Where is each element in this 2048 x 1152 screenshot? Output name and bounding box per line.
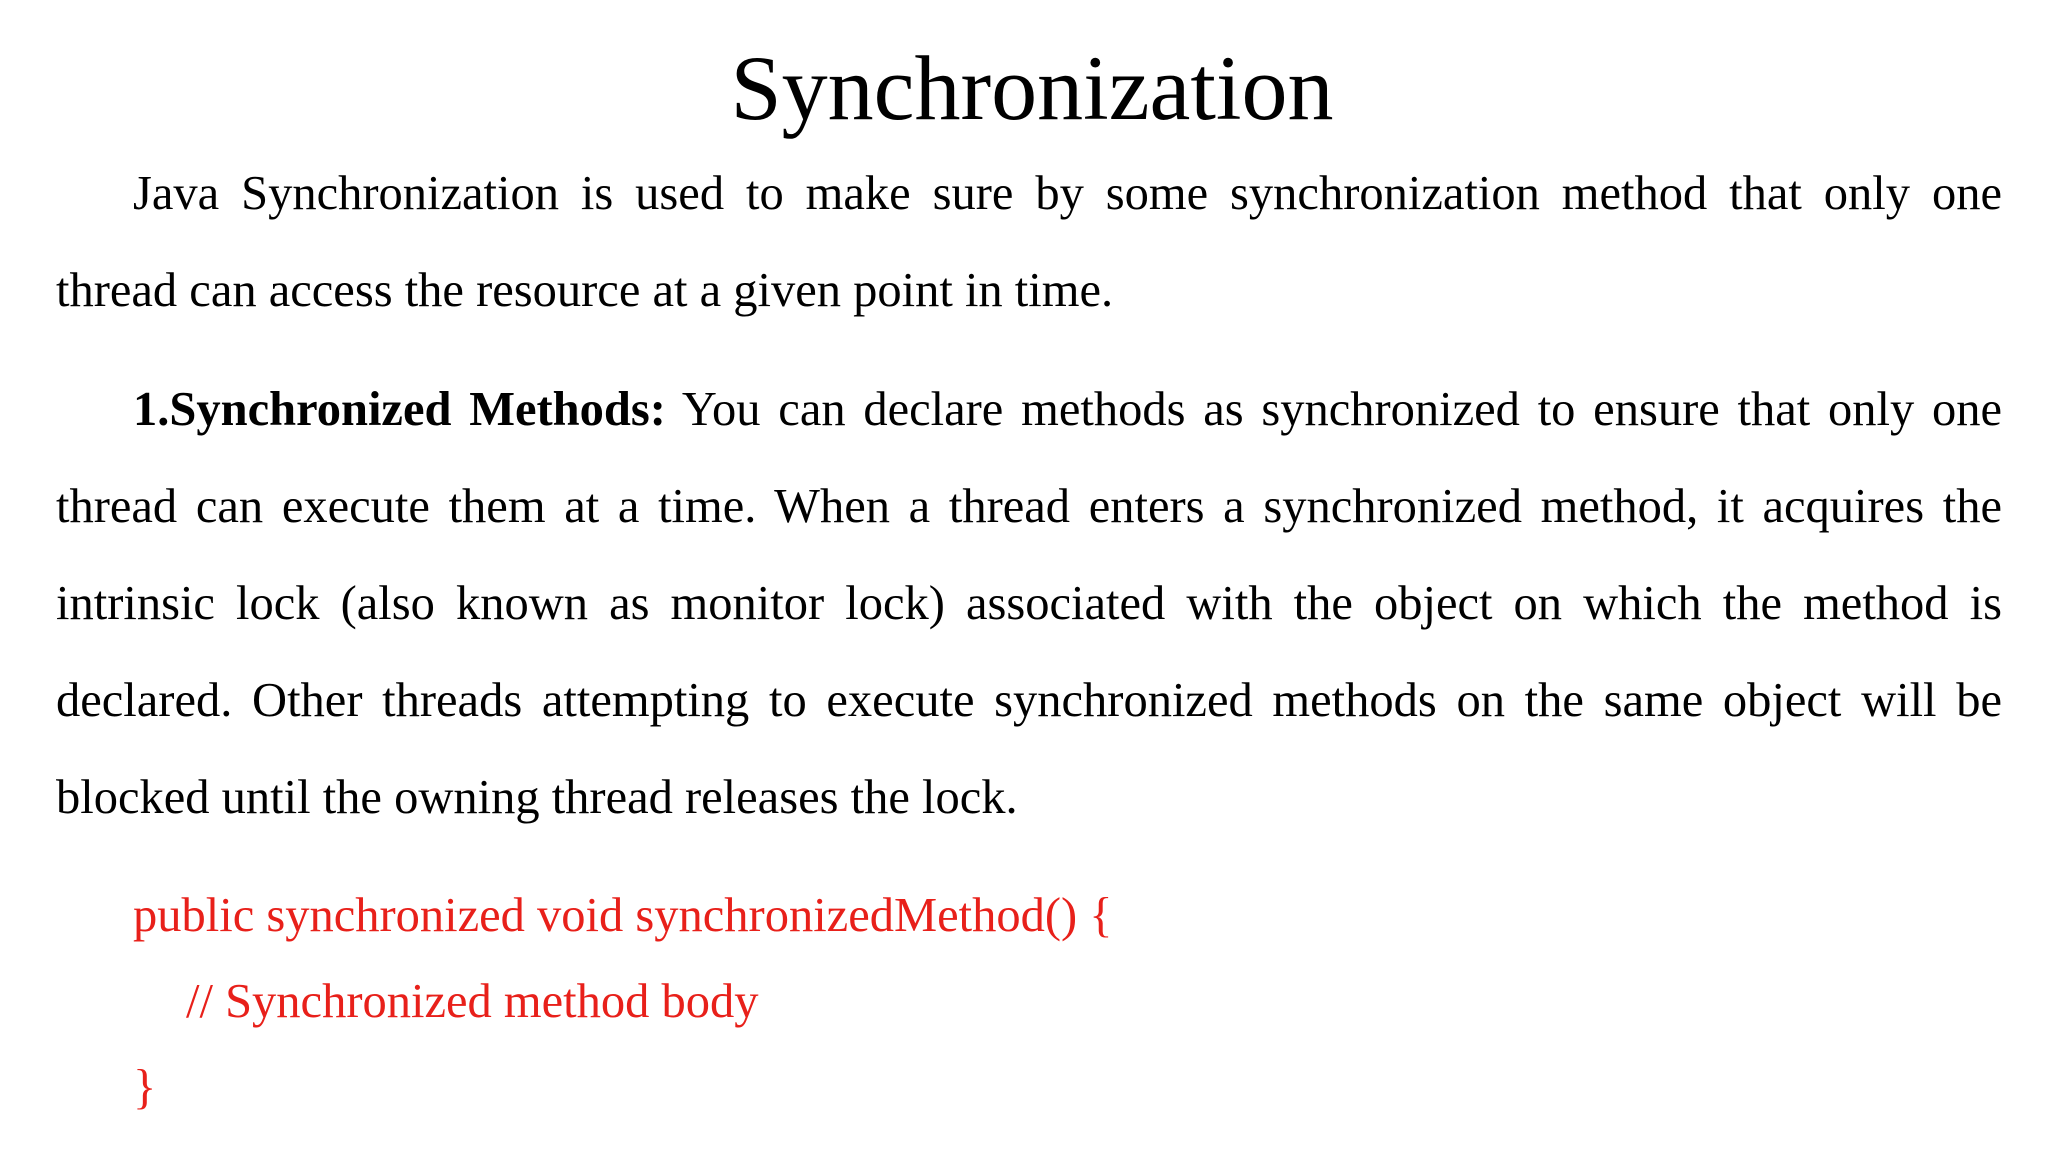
code-line-comment: // Synchronized method body xyxy=(186,975,759,1028)
section-body: You can declare methods as synchronized to ensure that only one thread can execute them at a time. When a thread enters a synchronized method, it acquires the intrinsic lock (also known as monitor lock) associated with the object on which the method is declared. Other threads attempting to execute synchronized methods on the same object will be blocked until the owning thread releases the lock. xyxy=(56,383,2003,824)
intro-paragraph: Java Synchronization is used to make sure by some synchronization method that only one thread can access the resource at a given point in time. xyxy=(56,167,2002,317)
slide-title: Synchronization xyxy=(730,37,1334,139)
code-line-closing-brace: } xyxy=(133,1061,157,1114)
section-heading: 1.Synchronized Methods: xyxy=(133,383,666,436)
code-line-signature: public synchronized void synchronizedMethod() { xyxy=(133,889,1113,942)
synchronized-methods-paragraph xyxy=(56,361,2002,846)
